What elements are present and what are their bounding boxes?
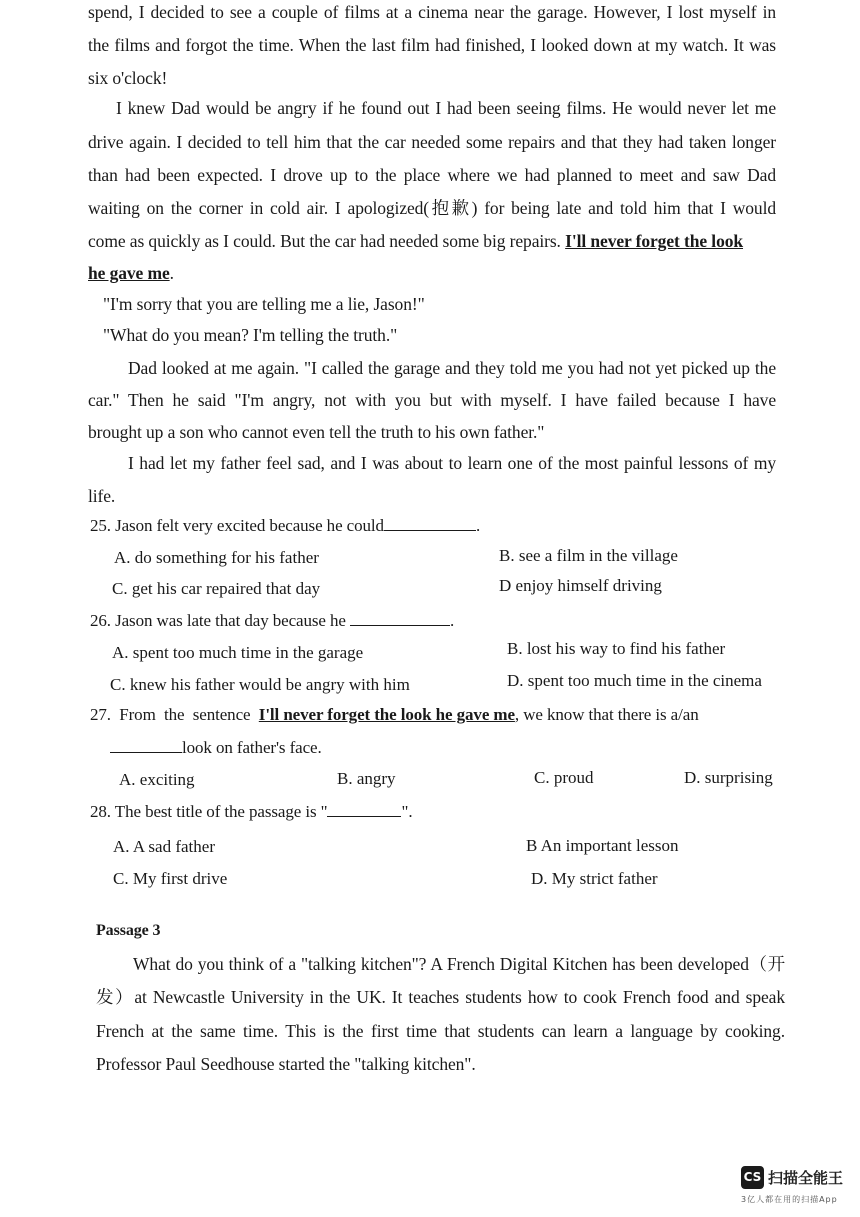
- question-end: ".: [401, 802, 413, 821]
- question-text: 25. Jason felt very excited because he could: [90, 516, 384, 535]
- option-c: C. knew his father would be angry with him: [110, 675, 410, 694]
- passage-line: [88, 262, 174, 284]
- passage-text: come as quickly as I could. But the car had needed some big repairs.: [88, 231, 561, 251]
- passage-line: 发）at Newcastle University in the UK. It teaches students how to cook French food and speak: [96, 987, 785, 1007]
- question-28-stem: [90, 801, 412, 823]
- option-c: C. get his car repaired that day: [112, 579, 321, 598]
- option-c: C. proud: [534, 768, 594, 787]
- passage-line: What do you think of a "talking kitchen"? A French Digital Kitchen has been developed（开: [133, 954, 785, 974]
- question-end: .: [450, 611, 455, 630]
- option-a: A. A sad father: [113, 837, 215, 856]
- question-25-stem: [90, 515, 480, 537]
- answer-blank: [110, 738, 182, 753]
- option-b: B. angry: [337, 769, 396, 788]
- option-d: D. My strict father: [531, 869, 658, 888]
- underlined-quote: he gave me: [88, 263, 170, 283]
- watermark-name: 扫描全能王: [768, 1169, 844, 1187]
- dialogue-line: "What do you mean? I'm telling the truth.": [103, 325, 398, 345]
- passage-line: I knew Dad would be angry if he found out I had been seeing films. He would never let me: [116, 98, 776, 118]
- passage-line: French at the same time. This is the first time that students can learn a language by cooking.: [96, 1021, 785, 1041]
- passage-line: waiting on the corner in cold air. I apologized(抱歉) for being late and told him that I would: [88, 198, 776, 218]
- question-text: 27. From the sentence: [90, 705, 251, 724]
- camscanner-logo-icon: CS: [741, 1166, 764, 1189]
- option-b: B. lost his way to find his father: [507, 639, 726, 658]
- question-26-stem: [90, 610, 454, 632]
- underlined-quote: I'll never forget the look: [565, 231, 744, 251]
- option-b: B An important lesson: [526, 836, 679, 855]
- option-c: C. My first drive: [113, 869, 228, 888]
- question-27-stem: [90, 704, 778, 726]
- question-end: .: [475, 516, 481, 535]
- passage-line: car." Then he said "I'm angry, not with you but with myself. I have failed because I have: [88, 390, 776, 410]
- scanner-watermark: [741, 1166, 845, 1210]
- option-a: A. spent too much time in the garage: [112, 643, 364, 662]
- underlined-quote: I'll never forget the look he gave me: [258, 705, 515, 724]
- passage-line: six o'clock!: [88, 68, 168, 88]
- passage-line: Dad looked at me again. "I called the garage and they told me you had not yet picked up the: [128, 358, 776, 378]
- question-27-stem-cont: [110, 737, 322, 759]
- passage-line: drive again. I decided to tell him that the car needed some repairs and that they had taken longer: [88, 132, 776, 152]
- option-b: B. see a film in the village: [499, 546, 678, 565]
- passage-line: life.: [88, 486, 116, 506]
- option-a: A. do something for his father: [114, 548, 319, 567]
- passage-text: .: [169, 263, 174, 283]
- passage-line: I had let my father feel sad, and I was about to learn one of the most painful lessons of my: [128, 453, 776, 473]
- answer-blank: [350, 611, 450, 626]
- option-d: D enjoy himself driving: [499, 576, 662, 595]
- dialogue-line: "I'm sorry that you are telling me a lie, Jason!": [103, 294, 425, 314]
- passage-line: brought up a son who cannot even tell the truth to his own father.": [88, 422, 545, 442]
- question-text: , we know that there is a/an: [514, 705, 699, 724]
- answer-blank: [327, 802, 401, 817]
- question-text: 26. Jason was late that day because he: [90, 611, 346, 630]
- passage-heading: Passage 3: [96, 922, 161, 939]
- passage-line: [88, 230, 778, 252]
- option-d: D. surprising: [684, 768, 773, 787]
- option-d: D. spent too much time in the cinema: [507, 671, 762, 690]
- option-a: A. exciting: [119, 770, 195, 789]
- question-text: 28. The best title of the passage is ": [90, 802, 328, 821]
- passage-line: spend, I decided to see a couple of films at a cinema near the garage. However, I lost myself in: [88, 2, 776, 22]
- passage-line: Professor Paul Seedhouse started the "talking kitchen".: [96, 1054, 476, 1074]
- question-text: look on father's face.: [182, 738, 322, 757]
- answer-blank: [384, 516, 476, 531]
- passage-line: the films and forgot the time. When the last film had finished, I looked down at my watch. It was: [88, 35, 776, 55]
- watermark-slogan: 3亿人都在用的扫描App: [741, 1195, 838, 1204]
- passage-line: than had been expected. I drove up to the place where we had planned to meet and saw Dad: [88, 165, 776, 185]
